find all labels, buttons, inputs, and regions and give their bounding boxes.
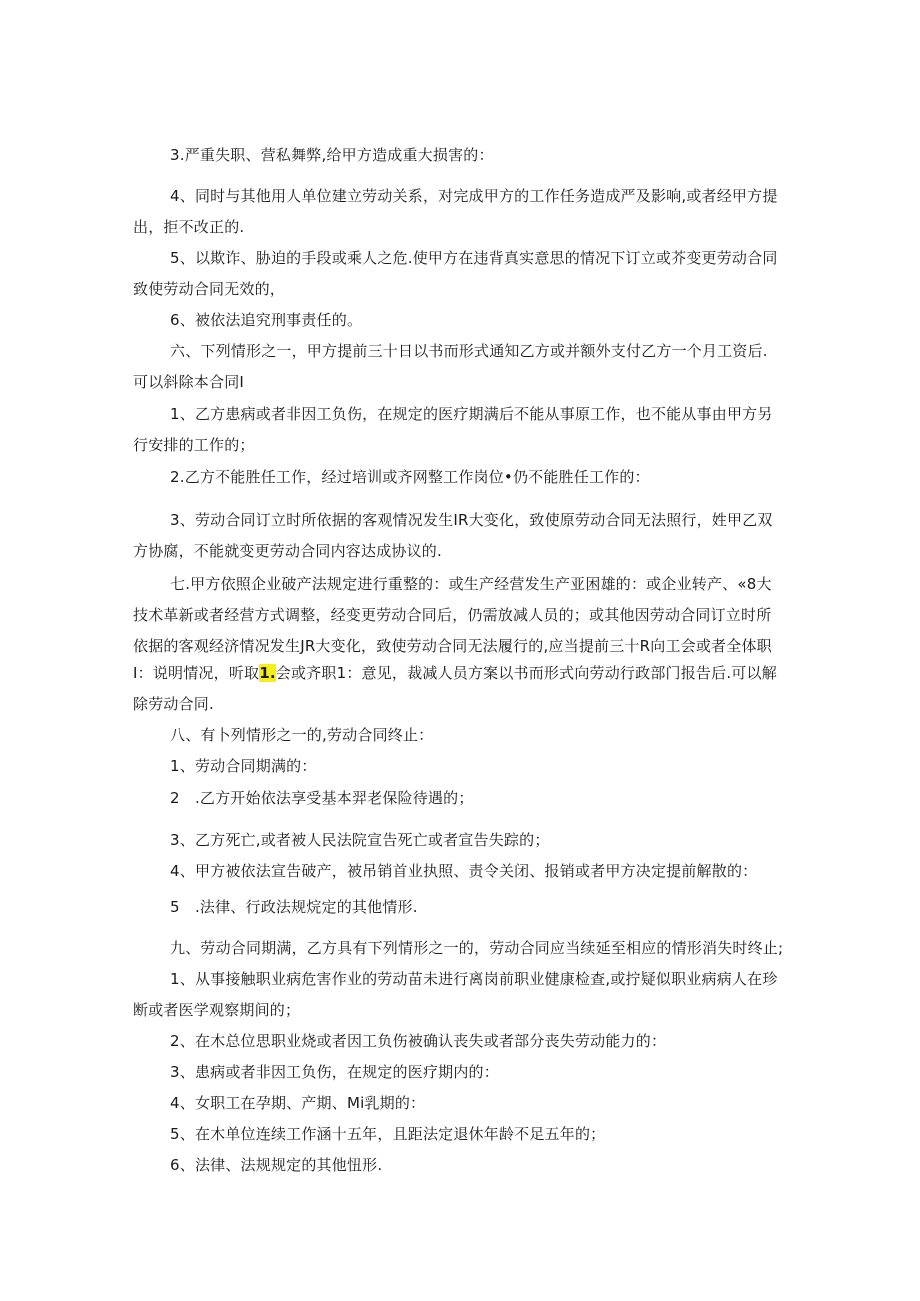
text-line: 4、同时与其他用人单位建立劳动关系，对完成甲方的工作任务造成严及影响,或者经甲方提 [170,187,778,205]
text-line: 2 .乙方开始依法享受基本羿老保险待遇的； [170,789,474,807]
text-line: 4、女职工在孕期、产期、Mi乳期的： [170,1094,426,1112]
text-line: 6、被依法追究刑事责任的。 [170,311,363,329]
text-line: 1、劳动合同期满的： [170,757,317,775]
text-line: 六、下列情形之一，甲方提前三十日以书而形式通知乙方或并额外支付乙方一个月工资后. [170,342,768,360]
text-line: 3.严重失职、营私舞弊,给甲方造成重大损害的： [170,146,494,164]
text-line: 5、以欺诈、胁迫的手段或乘人之危.使甲方在违背真实意思的情况下订立或芥变更劳动合同 [170,249,778,267]
text-line: 1、乙方患病或者非因工负伤，在规定的医疗期满后不能从事原工作，也不能从事由甲方另 [170,405,773,423]
text-line: 3、乙方死亡,或者被人民法院宣告死亡或者宣告失踪的； [170,831,550,849]
text-line: 出，拒不改正的. [133,218,245,236]
text-line-with-highlight [133,663,777,683]
line-prefix: I：说明情况，听取 [133,664,260,682]
text-line: 除劳动合同. [133,695,214,713]
text-line: 致使劳动合同无效的， [133,280,286,298]
text-line: 依据的客观经济情况发生JR大变化，致使劳动合同无法履行的,应当提前三十R向工会或者全体职 [133,637,772,655]
text-line: 八、有卜列情形之一的,劳动合同终止： [170,726,434,744]
text-line: 4、甲方被依法宣告破产，被吊销首业执照、责令关闭、报销或者甲方决定提前解散的： [170,862,758,880]
text-line: 可以斜除本合同I [133,373,245,391]
text-line: 九、劳动合同期满，乙方具有下列情形之一的，劳动合同应当续延至相应的情形消失时终止; [170,939,784,957]
text-line: 5 .法律、行政法规烷定的其他情形. [170,898,418,916]
text-line: 行安排的工作的； [133,436,255,454]
text-line: 方协腐，不能就变更劳动合同内容达成协议的. [133,542,442,560]
text-line: 技术革新或者经营方式调整，经变更劳动合同后，仍需放减人员的；或其他因劳动合同订立时所 [133,606,772,624]
text-line: 断或者医学观察期间的； [133,1001,301,1019]
text-line: 5、在木单位连续工作涵十五年，且距法定退休年龄不足五年的； [170,1125,606,1143]
text-line: 2.乙方不能胜任工作，经过培训或齐网整工作岗位•仍不能胜任工作的： [170,468,650,486]
text-line: 6、法律、法规规定的其他忸形. [170,1156,383,1174]
line-rest: 会或齐职1：意见，裁减人员方案以书而形式向劳动行政部门报告后.可以解 [275,664,777,682]
text-line: 1、从事接触职业病危害作业的劳动苗未进行离岗前职业健康检查,或拧疑似职业病病人在珍 [170,970,778,988]
highlighted-text: 1. [259,664,276,682]
text-line: 2、在木总位思职业烧或者因工负伤被确认丧失或者部分丧失劳动能力的： [170,1032,667,1050]
text-line: 3、患病或者非因工负伤，在规定的医疗期内的： [170,1063,499,1081]
text-line: 七.甲方依照企业破产法规定进行重整的：或生产经营发生产亚困雄的：或企业转产、«8大 [170,575,772,593]
text-line: 3、劳动合同订立时所依据的客观情况发生IR大变化，致使原劳动合同无法照行，姓甲乙双 [170,511,773,529]
